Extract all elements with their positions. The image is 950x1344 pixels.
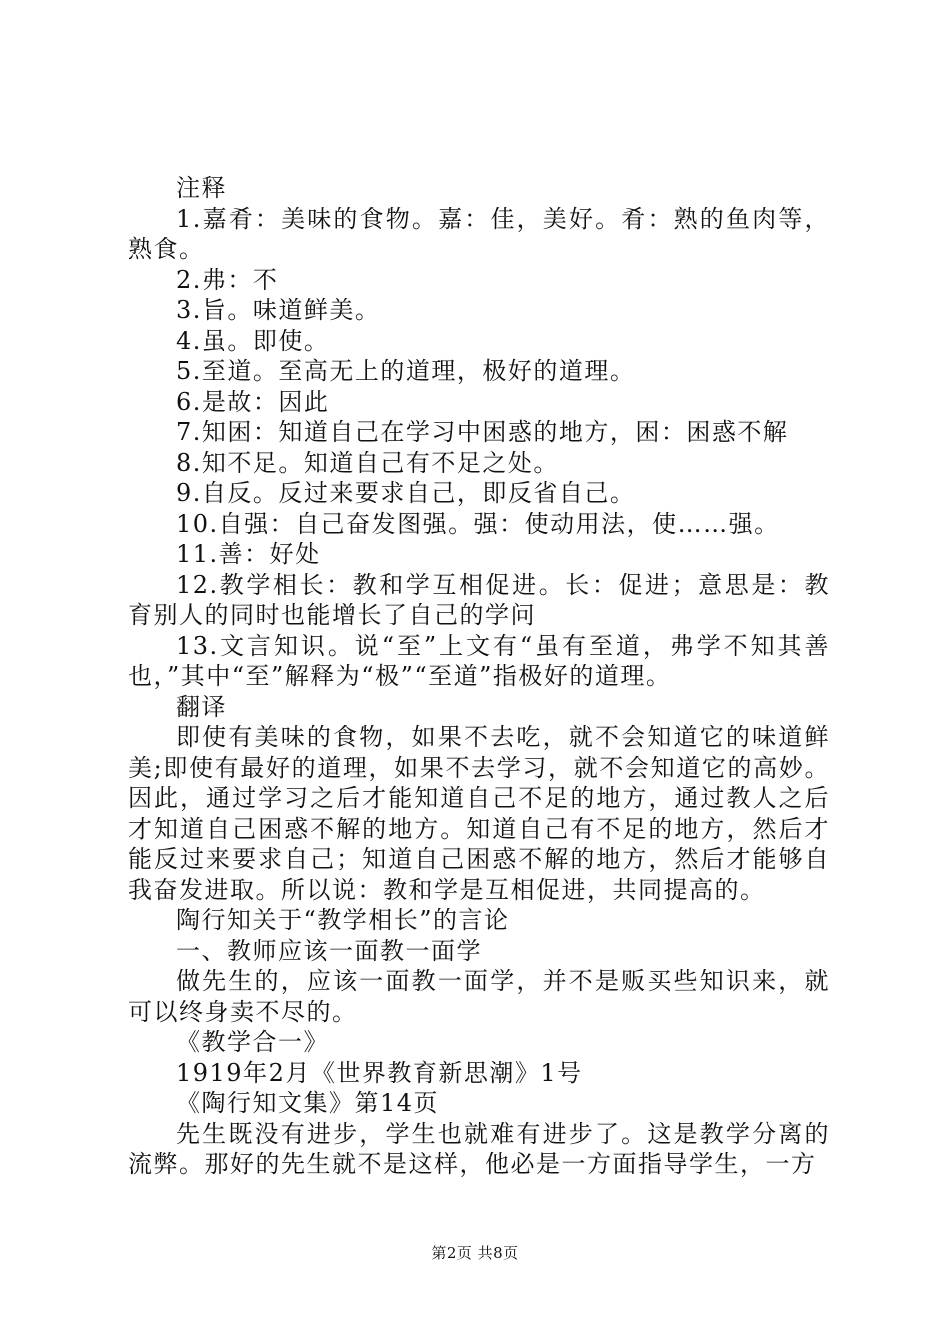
document-body [128,173,830,1180]
source-page: 《陶行知文集》第14页 [176,1089,440,1117]
translation-paragraph: 即使有美味的食物，如果不去吃，就不会知道它的味道鲜美;即使有最好的道理，如果不去学习，就不会知道它的高妙。因此，通过学习之后才能知道自己不足的地方，通过教人之后才知道自己困惑不解的地方。知道自己有不足的地方，然后才能反过来要求自己；知道自己困惑不解的地方，然后才能够自我奋发进取。所以说：教和学是互相促进，共同提高的。 [128,723,830,904]
section-heading-translation: 翻译 [176,692,227,721]
note-item-4: 4.虽。即使。 [176,326,330,355]
quote-paragraph-1: 做先生的，应该一面教一面学，并不是贩买些知识来，就可以终身卖不尽的。 [128,967,830,1026]
section-heading-tao-xingzhi: 陶行知关于“教学相长”的言论 [176,906,510,934]
source-publication: 1919年2月《世界教育新思潮》1号 [176,1058,583,1087]
note-item-7: 7.知困：知道自己在学习中困惑的地方，困：困惑不解 [176,418,789,446]
note-item-1: 1.嘉肴：美味的食物。嘉：佳，美好。肴：熟的鱼肉等，熟食。 [128,204,830,263]
note-item-9: 9.自反。反过来要求自己，即反省自己。 [176,479,636,507]
note-item-2: 2.弗：不 [176,265,279,294]
source-title: 《教学合一》 [176,1028,329,1056]
section-heading-notes: 注释 [176,174,227,202]
page-footer: 第2页 共8页 [431,1244,519,1262]
note-item-6: 6.是故：因此 [176,387,330,416]
note-item-12: 12.教学相长：教和学互相促进。长：促进；意思是：教育别人的同时也能增长了自己的学问 [128,570,830,629]
note-item-10: 10.自强：自己奋发图强。强：使动用法，使……强。 [176,509,780,538]
note-item-11: 11.善：好处 [176,540,321,568]
subheading-teacher-learns: 一、教师应该一面教一面学 [176,936,482,965]
note-item-5: 5.至道。至高无上的道理，极好的道理。 [176,357,636,385]
quote-paragraph-2: 先生既没有进步，学生也就难有进步了。这是教学分离的流弊。那好的先生就不是这样，他必是一方面指导学生，一方 [128,1119,830,1178]
note-item-13: 13.文言知识。说“至”上文有“虽有至道，弗学不知其善也，”其中“至”解释为“极”“至道”指极好的道理。 [128,631,830,690]
note-item-8: 8.知不足。知道自己有不足之处。 [176,448,559,477]
note-item-3: 3.旨。味道鲜美。 [176,296,381,324]
